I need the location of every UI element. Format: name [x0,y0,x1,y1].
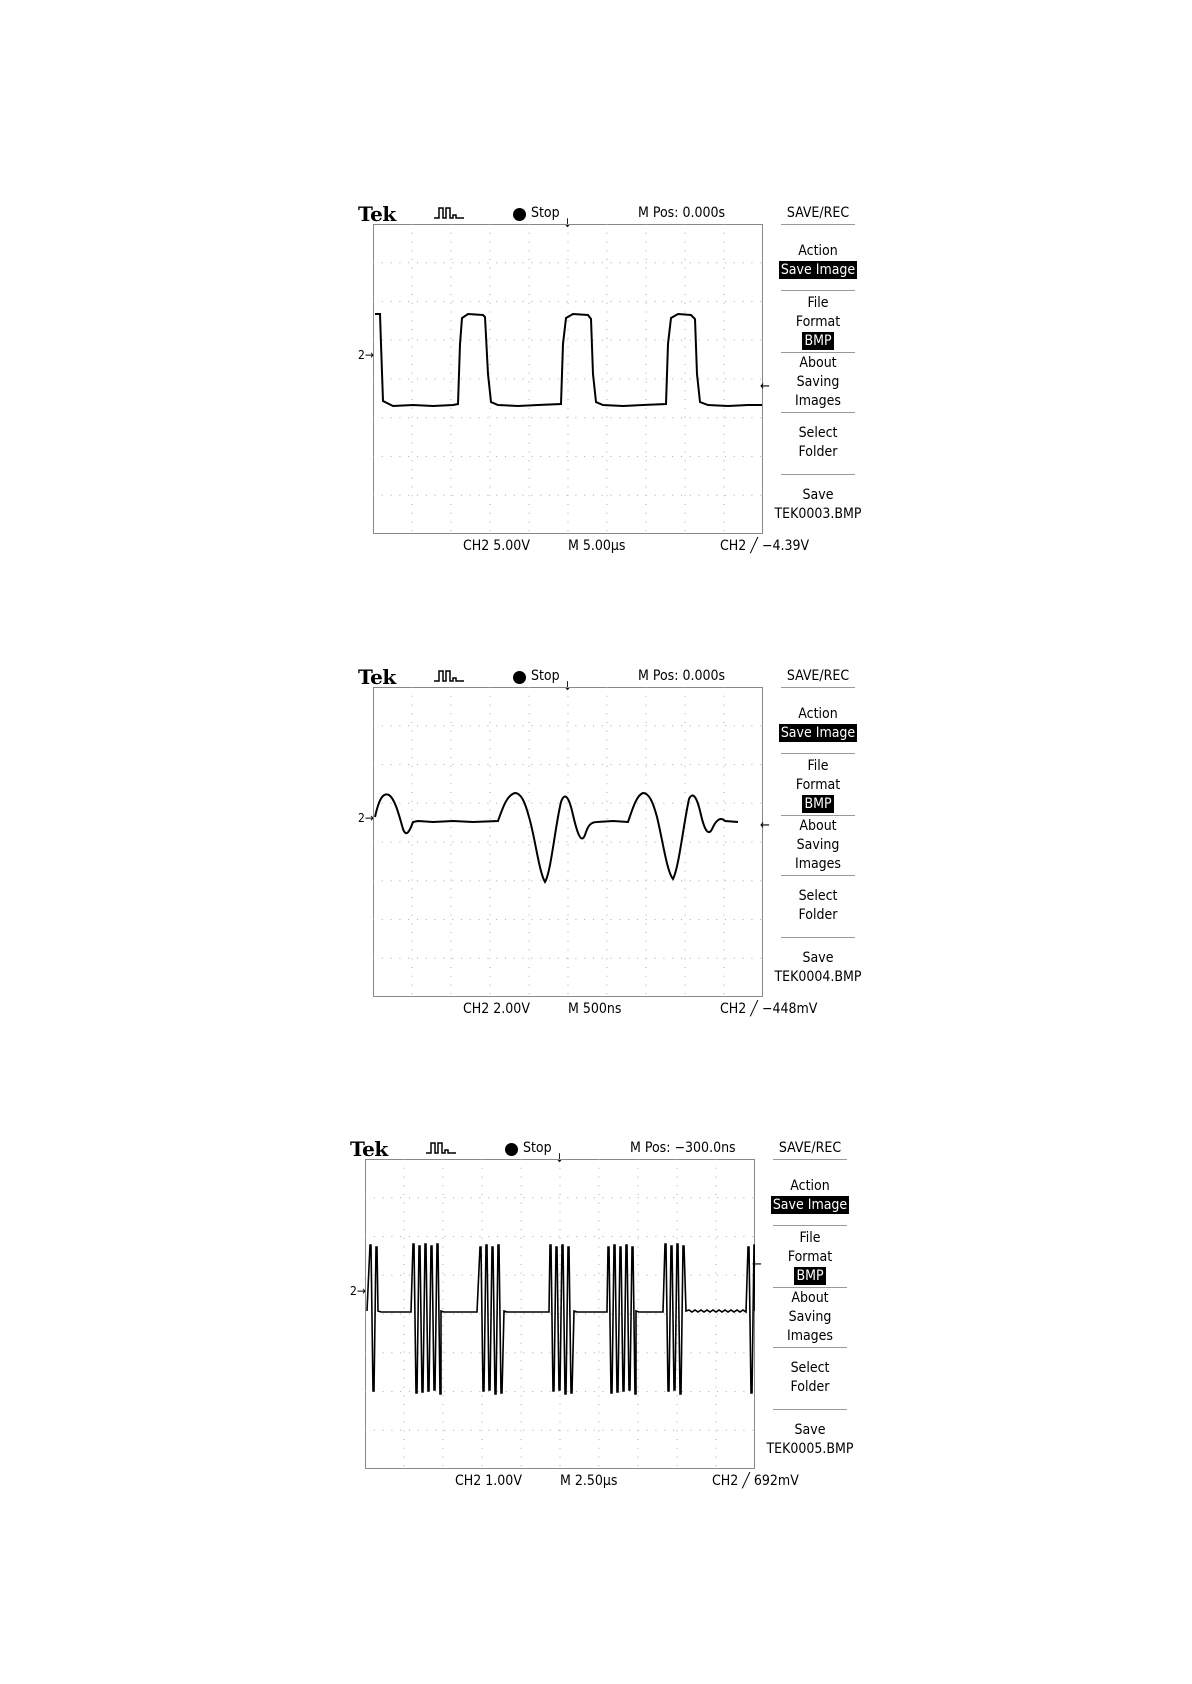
trigger-level-marker: ← [760,379,770,394]
channel-scale-readout: CH2 1.00V [455,1473,522,1489]
timebase-readout: M 2.50µs [560,1473,618,1489]
graticule-grid [373,224,763,534]
channel-2-ground-marker: 2→ [350,1284,366,1298]
menu-title: SAVE/REC [778,1140,842,1156]
waveform-trace [375,793,738,882]
oscilloscope-screen-2 [358,665,868,1020]
trigger-position-icon: ↓ [563,679,573,693]
menu-about-saving-images-button[interactable]: About Saving Images [786,1290,833,1344]
menu-select-folder-button[interactable]: Select Folder [790,1360,830,1395]
trigger-slope-icon: ╱ [742,1473,750,1489]
waveform-display [373,687,763,997]
run-state-icon [513,671,526,684]
menu-save-button[interactable]: Save TEK0005.BMP [766,1422,854,1457]
graticule-grid [373,687,763,997]
run-state-label: Stop [531,205,560,221]
menu-save-button[interactable]: Save TEK0004.BMP [774,950,862,985]
run-state-label: Stop [531,668,560,684]
trigger-readout [712,1473,799,1489]
menu-file-format-button[interactable]: File Format BMP [795,295,841,349]
waveform-display [373,224,763,534]
run-state-icon [505,1143,518,1156]
channel-2-ground-marker: 2→ [358,811,374,825]
horizontal-position-readout: M Pos: 0.000s [638,668,726,684]
waveform-trace [367,1244,755,1394]
waveform-trace [375,314,762,406]
menu-about-saving-images-button[interactable]: About Saving Images [794,818,841,872]
trigger-position-icon: ↓ [563,216,573,230]
run-state-label: Stop [523,1140,552,1156]
trigger-readout [720,1001,817,1017]
menu-save-button[interactable]: Save TEK0003.BMP [774,487,862,522]
menu-select-folder-button[interactable]: Select Folder [798,888,838,923]
channel-2-ground-marker: 2→ [358,348,374,362]
brand-logo: Tek [350,1137,388,1161]
trigger-slope-icon: ╱ [750,538,758,554]
graticule-svg [373,687,763,997]
trigger-slope-icon: ╱ [750,1001,758,1017]
horizontal-position-readout: M Pos: −300.0ns [630,1140,736,1156]
trigger-source: CH2 [720,538,747,554]
brand-logo: Tek [358,202,396,226]
acquire-mode-icon [434,204,464,220]
menu-action-button[interactable]: Action Save Image [780,243,856,278]
trigger-level: −448mV [761,1001,818,1017]
oscilloscope-screen-3 [350,1137,860,1492]
graticule-svg [373,224,763,534]
timebase-readout: M 500ns [568,1001,622,1017]
trigger-readout [720,538,809,554]
trigger-level-marker: ← [760,818,770,833]
acquire-mode-icon [434,667,464,683]
trigger-level: −4.39V [761,538,810,554]
brand-logo: Tek [358,665,396,689]
menu-about-saving-images-button[interactable]: About Saving Images [794,355,841,409]
menu-action-button[interactable]: Action Save Image [780,706,856,741]
menu-select-folder-button[interactable]: Select Folder [798,425,838,460]
trigger-level: 692mV [753,1473,799,1489]
waveform-display [365,1159,755,1469]
trigger-position-icon: ↓ [555,1151,565,1165]
timebase-readout: M 5.00µs [568,538,626,554]
menu-title: SAVE/REC [786,668,850,684]
channel-scale-readout: CH2 2.00V [463,1001,530,1017]
menu-file-format-button[interactable]: File Format BMP [795,758,841,812]
menu-file-format-button[interactable]: File Format BMP [787,1230,833,1284]
trigger-level-marker: ← [752,1257,762,1272]
channel-scale-readout: CH2 5.00V [463,538,530,554]
oscilloscope-screen-1 [358,202,868,557]
menu-title: SAVE/REC [786,205,850,221]
trigger-source: CH2 [712,1473,739,1489]
menu-action-button[interactable]: Action Save Image [772,1178,848,1213]
acquire-mode-icon [426,1139,456,1155]
horizontal-position-readout: M Pos: 0.000s [638,205,726,221]
trigger-source: CH2 [720,1001,747,1017]
graticule-svg [365,1159,755,1469]
run-state-icon [513,208,526,221]
